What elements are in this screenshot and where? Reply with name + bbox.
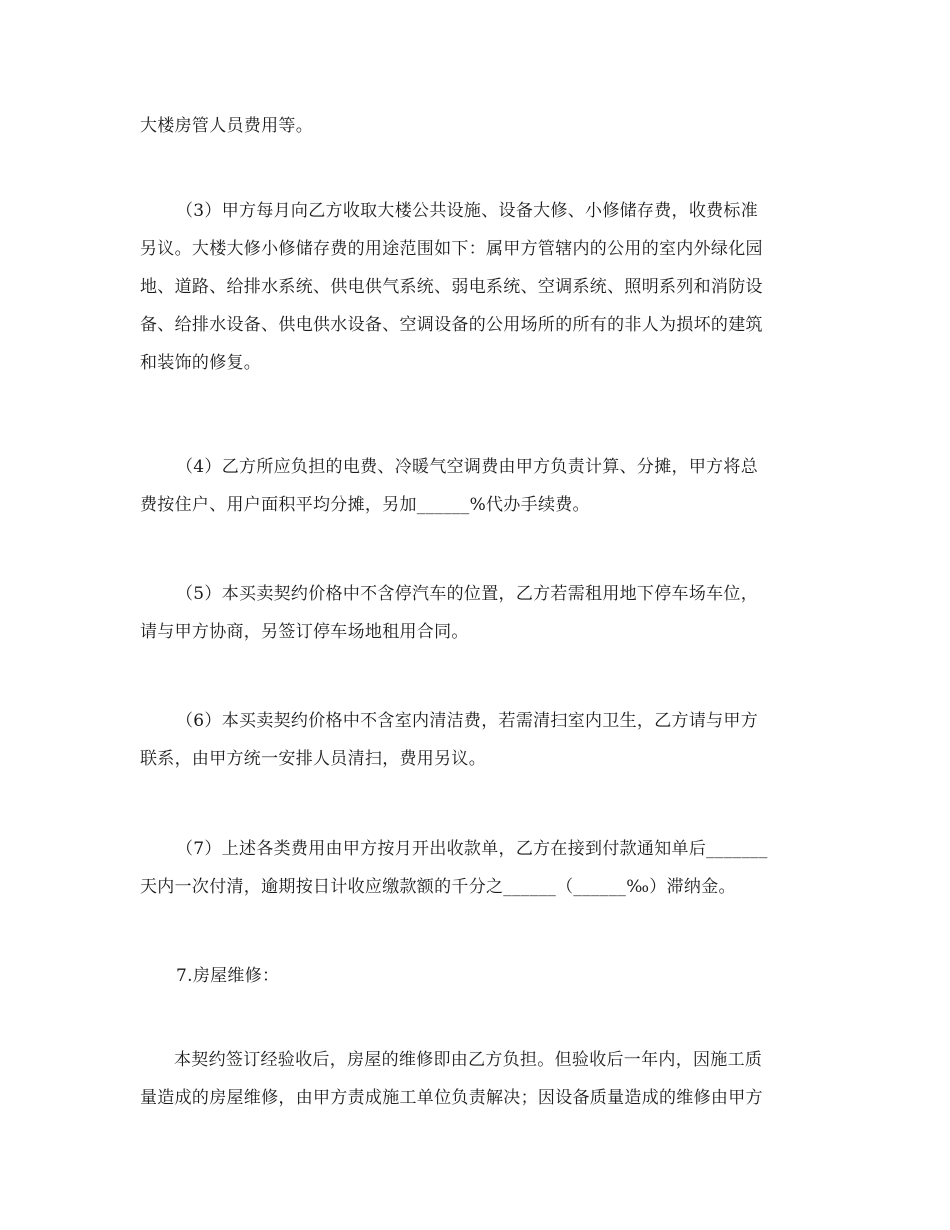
text-line: （4）乙方所应负担的电费、冷暖气空调费由甲方负责计算、分摊，甲方将总 <box>176 457 759 477</box>
paragraph-repair <box>140 1041 815 1117</box>
paragraph-item-7 <box>140 830 815 906</box>
text-line: 费按住户、用户面积平均分摊，另加______%代办手续费。 <box>140 495 590 515</box>
text-line: 7.房屋维修： <box>176 966 280 986</box>
text-line: （3）甲方每月向乙方收取大楼公共设施、设备大修、小修储存费，收费标准 <box>176 201 759 221</box>
text-line: 备、给排水设备、供电供水设备、空调设备的公用场所的所有的非人为损坏的建筑 <box>140 315 763 335</box>
text-line: （6）本买卖契约价格中不含室内清洁费，若需清扫室内卫生，乙方请与甲方 <box>176 711 759 731</box>
text-line: 请与甲方协商，另签订停车场地租用合同。 <box>140 622 469 642</box>
section-heading-house-repair <box>140 957 815 995</box>
paragraph-item-6 <box>140 702 815 778</box>
text-line: 另议。大楼大修小修储存费的用途范围如下：属甲方管辖内的公用的室内外绿化园 <box>140 239 763 259</box>
paragraph-item-5 <box>140 575 815 651</box>
paragraph-item-4 <box>140 448 815 524</box>
text-line: 量造成的房屋维修，由甲方责成施工单位负责解决；因设备质量造成的维修由甲方 <box>140 1088 763 1108</box>
text-line: 地、道路、给排水系统、供电供气系统、弱电系统、空调系统、照明系列和消防设 <box>140 277 763 297</box>
text-line: 天内一次付清，逾期按日计收应缴款额的千分之______（______‰）滞纳金。 <box>140 877 736 897</box>
text-line: （7）上述各类费用由甲方按月开出收款单，乙方在接到付款通知单后_______ <box>176 839 768 859</box>
paragraph-item-3 <box>140 192 815 382</box>
text-line: （5）本买卖契约价格中不含停汽车的位置，乙方若需租用地下停车场车位， <box>176 584 759 604</box>
text-line: 大楼房管人员费用等。 <box>140 116 313 136</box>
text-line: 联系，由甲方统一安排人员清扫，费用另议。 <box>140 749 486 769</box>
paragraph-fees-end <box>140 107 815 145</box>
text-line: 本契约签订经验收后，房屋的维修即由乙方负担。但验收后一年内，因施工质 <box>174 1050 763 1070</box>
text-line: 和装饰的修复。 <box>140 353 262 373</box>
